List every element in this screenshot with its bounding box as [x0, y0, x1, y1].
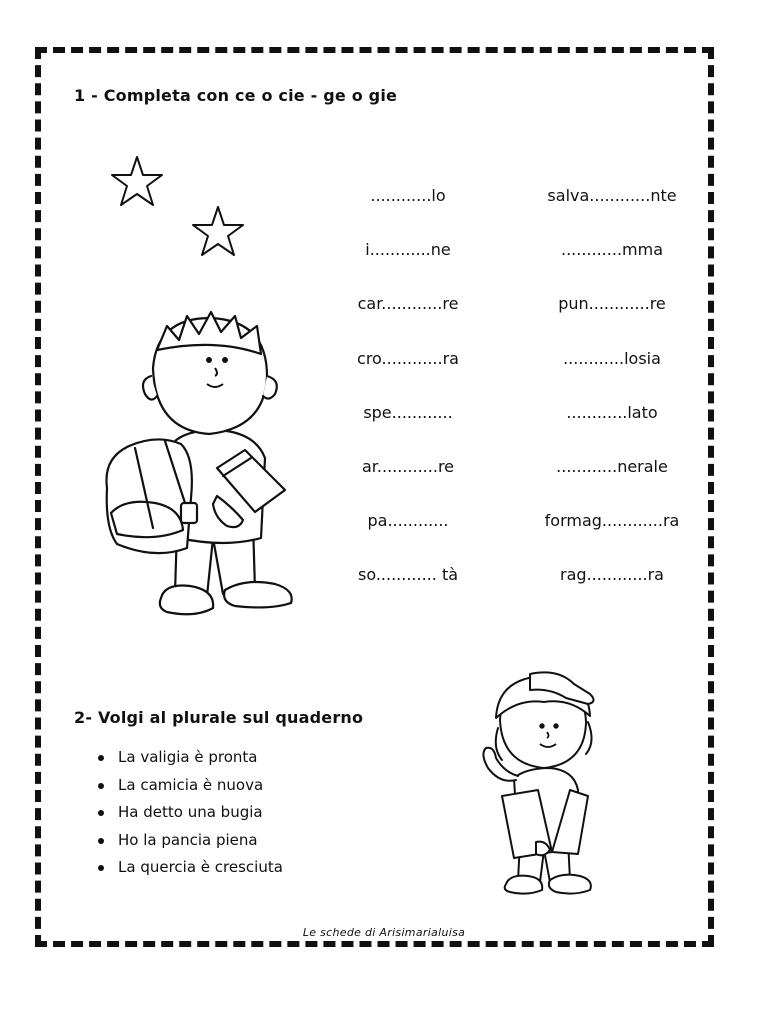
fill-word: ............losia — [563, 349, 661, 368]
list-item: La camicia è nuova — [96, 772, 283, 800]
list-item: Ha detto una bugia — [96, 799, 283, 827]
list-item: Ho la pancia piena — [96, 827, 283, 855]
fill-word: ar............re — [361, 457, 455, 476]
fill-word: cro............ra — [357, 349, 459, 368]
exercise1-title: 1 - Completa con ce o cie - ge o gie — [74, 86, 398, 105]
footer-credit: Le schede di Arisimarialuisa — [302, 926, 466, 939]
star-icon — [191, 205, 245, 259]
fill-word: rag............ra — [560, 565, 664, 584]
fill-word: pun............re — [558, 294, 666, 313]
fill-word: spe............ — [363, 403, 453, 422]
sentence-list — [96, 744, 283, 882]
fill-word: pa............ — [367, 511, 449, 530]
fill-word: formag............ra — [544, 511, 680, 530]
fill-word: ............lato — [566, 403, 658, 422]
exercise2-title: 2- Volgi al plurale sul quaderno — [74, 708, 364, 727]
list-item: La valigia è pronta — [96, 744, 283, 772]
fill-word: salva............nte — [547, 186, 677, 205]
boy-with-backpack-illustration — [95, 298, 305, 628]
list-item: La quercia è cresciuta — [96, 854, 283, 882]
star-icon — [110, 155, 164, 209]
fill-word: ............mma — [560, 240, 664, 259]
fill-word: ............nerale — [556, 457, 668, 476]
fill-word: car............re — [357, 294, 459, 313]
fill-word: i............ne — [365, 240, 451, 259]
boy-waving-illustration — [470, 668, 620, 908]
fill-word: so............ tà — [357, 565, 459, 584]
fill-word: ............lo — [370, 186, 446, 205]
